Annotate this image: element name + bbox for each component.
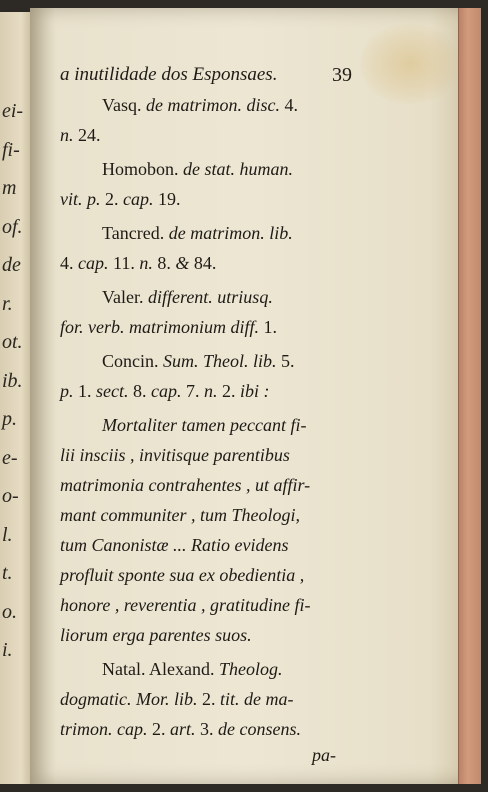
- text-line: [102, 90, 298, 120]
- text-segment: 24.: [73, 125, 101, 145]
- text-segment: 2.: [197, 689, 220, 709]
- text-line: [60, 248, 216, 278]
- facing-page-fragment: l.: [2, 523, 13, 546]
- text-segment: mant communiter , tum Theologi,: [60, 505, 300, 525]
- text-segment: 2.: [100, 189, 123, 209]
- text-segment: 1.: [73, 381, 96, 401]
- text-line: [60, 184, 181, 214]
- facing-page-fragment: fi-: [2, 138, 20, 161]
- text-segment: 2.: [217, 381, 240, 401]
- text-segment: honore , reverentia , gratitudine fi-: [60, 595, 311, 615]
- facing-page-fragment: o-: [2, 485, 19, 507]
- text-line: [60, 684, 294, 714]
- text-segment: pa-: [312, 745, 336, 765]
- facing-page-fragment: p.: [2, 408, 17, 430]
- text-segment: de matrimon. lib.: [168, 223, 293, 243]
- text-line: [60, 714, 301, 744]
- facing-page-fragment: ib.: [2, 369, 23, 392]
- facing-page-fragment: e-: [2, 446, 18, 469]
- text-segment: 19.: [153, 189, 181, 209]
- text-segment: Natal. Alexand.: [102, 659, 219, 679]
- text-segment: n.: [60, 125, 74, 145]
- text-line: [102, 654, 282, 684]
- text-line: [60, 500, 300, 530]
- text-segment: Mortaliter tamen peccant fi-: [102, 415, 307, 435]
- text-segment: n.: [203, 381, 218, 401]
- text-line: [60, 620, 252, 650]
- text-line: [60, 560, 304, 590]
- facing-page-fragment: ei-: [2, 100, 24, 122]
- text-segment: 7.: [181, 381, 204, 401]
- text-segment: trimon. cap.: [60, 719, 148, 739]
- text-segment: 2.: [147, 719, 170, 739]
- text-segment: &: [175, 253, 190, 273]
- text-line: [60, 120, 101, 150]
- facing-page-fragment: ot.: [2, 331, 23, 353]
- text-segment: sect.: [96, 381, 129, 401]
- text-segment: 84.: [189, 253, 217, 273]
- text-segment: 4.: [280, 95, 298, 115]
- text-segment: Sum. Theol. lib.: [163, 351, 277, 371]
- text-segment: de consens.: [218, 719, 301, 739]
- text-line: [102, 282, 273, 312]
- text-segment: 5.: [276, 351, 295, 371]
- text-segment: matrimonia contrahentes , ut affir-: [60, 475, 311, 495]
- text-line: [60, 440, 290, 470]
- left-page-edge: [0, 12, 31, 784]
- paper-stain: [360, 24, 460, 104]
- text-segment: Tancred.: [102, 223, 169, 243]
- running-title: a inutilidade dos Esponsaes.: [60, 64, 278, 85]
- text-segment: liorum erga parentes suos.: [60, 625, 252, 645]
- text-line: [60, 376, 269, 406]
- page-edge-red: [458, 8, 481, 784]
- text-segment: Homobon.: [102, 159, 183, 179]
- text-line: [60, 530, 289, 560]
- text-segment: Valer.: [102, 287, 148, 307]
- text-segment: different. utriusq.: [147, 287, 273, 307]
- text-segment: 3.: [195, 719, 219, 739]
- text-segment: tum Canonistæ ... Ratio evidens: [60, 535, 289, 555]
- text-segment: ibi :: [239, 381, 270, 401]
- text-line: [60, 470, 310, 500]
- text-segment: cap.: [123, 189, 154, 209]
- text-segment: dogmatic. Mor. lib.: [60, 689, 198, 709]
- text-line: [102, 410, 306, 440]
- text-segment: cap.: [78, 253, 109, 273]
- text-segment: cap.: [150, 381, 182, 401]
- text-segment: 4.: [60, 253, 78, 273]
- text-segment: 8.: [128, 381, 151, 401]
- text-segment: Theolog.: [218, 659, 283, 679]
- facing-page-fragment: i.: [2, 639, 13, 661]
- text-segment: n.: [139, 253, 153, 273]
- facing-page-fragment: m: [2, 177, 17, 199]
- text-segment: de matrimon. disc.: [146, 95, 280, 115]
- page-number: 39: [332, 64, 352, 86]
- text-line: [312, 740, 336, 770]
- text-segment: Vasq.: [102, 95, 146, 115]
- text-line: [60, 590, 310, 620]
- facing-page-fragment: r.: [2, 292, 13, 315]
- facing-page-fragment: de: [2, 254, 21, 276]
- text-segment: vit. p.: [60, 189, 101, 209]
- text-segment: de stat. human.: [183, 159, 293, 179]
- facing-page-fragment: of.: [2, 215, 23, 238]
- text-segment: art.: [170, 719, 196, 739]
- text-segment: lii insciis , invitisque parentibus: [60, 445, 290, 465]
- text-segment: 8.: [152, 253, 176, 273]
- text-segment: p.: [60, 381, 74, 401]
- text-segment: tit. de ma-: [220, 689, 294, 709]
- text-line: [60, 312, 277, 342]
- text-segment: Concin.: [102, 351, 163, 371]
- text-segment: 11.: [108, 253, 140, 273]
- text-line: [102, 154, 293, 184]
- text-segment: 1.: [259, 317, 278, 337]
- facing-page-fragment: t.: [2, 562, 13, 584]
- text-line: [102, 346, 295, 376]
- text-segment: for. verb. matrimonium diff.: [60, 317, 260, 337]
- text-segment: profluit sponte sua ex obedientia ,: [60, 565, 305, 585]
- facing-page-fragment: o.: [2, 600, 17, 623]
- running-header: [60, 60, 352, 90]
- text-line: [102, 218, 293, 248]
